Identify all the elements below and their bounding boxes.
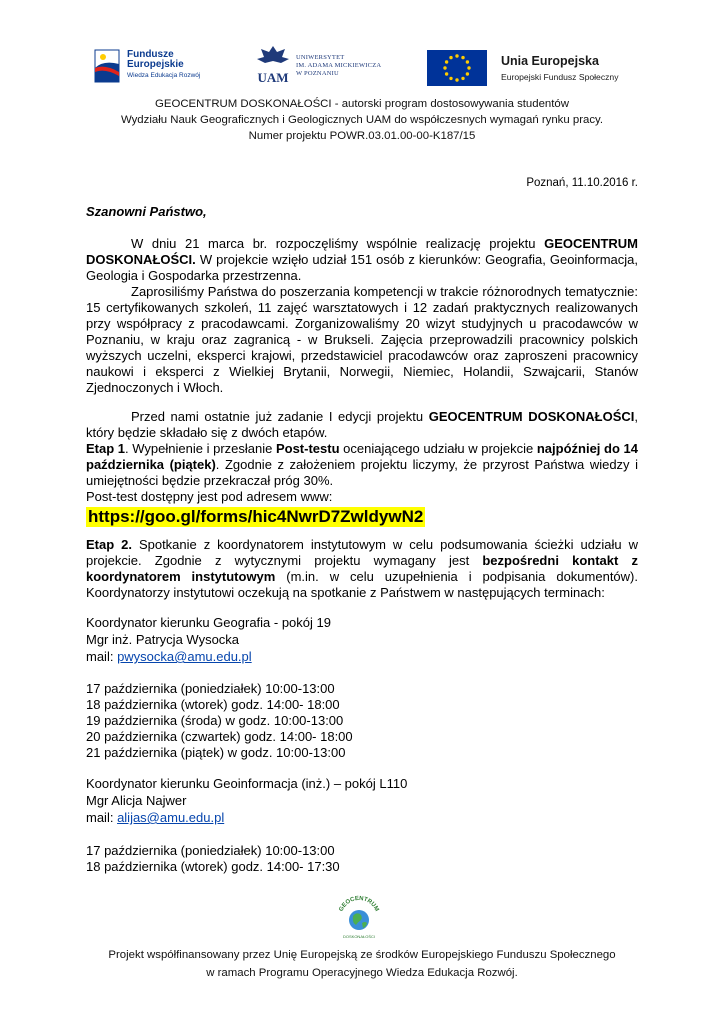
fe-subtitle: Wiedza Edukacja Rozwój	[127, 72, 201, 79]
etap2-text-c: (m.in. w celu uzupełnienia i podpisania dokumentów). Koordynatorzy instytutowi oczekują na spotkanie z Państwem w następujących terminach:	[86, 569, 638, 600]
paragraph-3	[86, 409, 638, 441]
p1-text-a: W dniu 21 marca br. rozpoczęliśmy wspólnie realizację projektu	[131, 236, 545, 251]
coord2-email-link[interactable]: alijas@amu.edu.pl	[117, 810, 225, 825]
p1-text-c: W projekcie wzięło udział 151 osób z kierunków: Geografia, Geoinformacja, Geologia i Gospodarka przestrzenna.	[86, 252, 638, 283]
etap1-text-e: . Zgodnie z założeniem projektu liczymy, że przyrost Państwa wiedzy i umiejętności będzie przekraczał próg 30%.	[86, 457, 638, 488]
geocentrum-logo-text-top: GEOCENTRUM	[338, 895, 380, 913]
document-header	[0, 96, 724, 144]
etap1-text-c: oceniającego udziału w projekcie	[339, 441, 537, 456]
uam-name-line3: W POZNANIU	[296, 70, 339, 77]
uam-name-line1: UNIWERSYTET	[296, 54, 345, 61]
header-line1: GEOCENTRUM DOSKONAŁOŚCI - autorski program dostosowywania studentów	[155, 98, 569, 110]
coord2-mail-label: mail:	[86, 810, 118, 825]
header-line2: Wydziału Nauk Geograficznych i Geologicznych UAM do współczesnych wymagań rynku pracy.	[120, 114, 604, 126]
coord2-date-item: 17 października (poniedziałek) 10:00-13:00	[86, 843, 335, 858]
fundusze-europejskie-logo	[93, 46, 215, 86]
paragraph-2: Zaprosiliśmy Państwa do poszerzania kompetencji w trakcie różnorodnych tematycznie: 15 certyfikowanych szkoleń, 11 zajęć warsztatowych i 12 zadań praktycznych realizowanych przy współpracy z pracodawcami. Zorganizowaliśmy 20 wizyt studyjnych u pracodawców w Poznaniu, w kraju oraz zagranicą - w Brukseli. Zajęcia przeprowadzili pracownicy polskich wyższych uczelni, eksperci krajowi, przedstawiciel pracodawców oraz zaproszeni pracownicy naukowi i eksperci z Wielkiej Brytanii, Norwegii, Niemiec, Holandii, Szwajcarii, Stanów Zjednoczonych i Włoch.	[86, 284, 638, 395]
p3-project-name: GEOCENTRUM DOSKONAŁOŚCI	[428, 409, 635, 424]
fundusze-europejskie-title	[127, 50, 184, 70]
letter-date: Poznań, 11.10.2016 r.	[526, 177, 638, 189]
paragraph-intro	[86, 236, 638, 396]
coord2-name: Mgr Alicja Najwer	[86, 793, 187, 808]
paragraph-1	[86, 236, 638, 284]
eu-flag-icon	[427, 50, 487, 86]
etap1-post-test: Post-testu	[275, 441, 340, 456]
p3-text-c: , który będzie składało się z dwóch etapów.	[86, 409, 639, 440]
eu-subtitle: Europejski Fundusz Społeczny	[501, 72, 619, 82]
header-line3: Numer projektu POWR.03.01.00-00-K187/15	[248, 130, 476, 142]
coord1-mail-line	[86, 649, 252, 665]
uam-crest-text: UAM	[257, 70, 289, 85]
logo-bar	[0, 40, 724, 96]
p1-project-name: GEOCENTRUM DOSKONAŁOŚCI.	[86, 236, 638, 267]
uam-logo	[254, 44, 394, 86]
post-test-url-link[interactable]: https://goo.gl/forms/hic4NwrD7ZwldywN2	[88, 507, 424, 526]
unia-europejska-logo	[427, 46, 637, 86]
fe-title-line1: Fundusze	[127, 49, 174, 60]
greeting: Szanowni Państwo,	[86, 204, 207, 219]
geocentrum-globe-icon	[332, 892, 386, 940]
paragraph-stages	[86, 409, 638, 527]
coord1-date-item: 21 października (piątek) w godz. 10:00-13:00	[86, 745, 346, 760]
etap1-post-test-address: Post-test dostępny jest pod adresem www:	[86, 489, 333, 504]
coord1-date-item: 18 października (wtorek) godz. 14:00- 18:00	[86, 697, 340, 712]
coord1-date-item: 17 października (poniedziałek) 10:00-13:00	[86, 681, 335, 696]
coord2-mail-line	[86, 810, 224, 826]
uam-name-line2: IM. ADAMA MICKIEWICZA	[296, 62, 382, 69]
etap1-text-a: . Wypełnienie i przesłanie	[125, 441, 276, 456]
geocentrum-logo-text-bottom: DOSKONAŁOŚCI	[342, 934, 376, 939]
footer-line2: w ramach Programu Operacyjnego Wiedza Edukacja Rozwój.	[206, 967, 518, 979]
coord1-mail-label: mail:	[86, 649, 118, 664]
etap2-direct-contact: bezpośredni kontakt z koordynatorem instytutowym	[86, 553, 638, 584]
eu-title: Unia Europejska	[501, 54, 599, 68]
etap1-label: Etap 1	[86, 441, 126, 456]
fe-title-line2: Europejskie	[127, 59, 184, 70]
etap2-paragraph	[86, 537, 638, 601]
uam-eagle-icon	[254, 44, 292, 86]
etap2-text-a: Spotkanie z koordynatorem instytutowym w celu podsumowania ścieżki udziału w projekcie. Zgodnie z wytycznymi projektu wymagany jest	[86, 537, 639, 568]
etap2-label: Etap 2.	[86, 537, 132, 552]
coord2-date-item: 18 października (wtorek) godz. 14:00- 17:30	[86, 859, 340, 874]
footer-line1: Projekt współfinansowany przez Unię Europejską ze środków Europejskiego Funduszu Społecznego	[108, 949, 616, 961]
coord1-title: Koordynator kierunku Geografia - pokój 19	[86, 615, 331, 630]
etap1-deadline: najpóźniej do 14 października (piątek)	[86, 441, 638, 472]
coord1-date-item: 19 października (środa) w godz. 10:00-13:00	[86, 713, 344, 728]
coord2-title: Koordynator kierunku Geoinformacja (inż.) – pokój L110	[86, 776, 408, 791]
paragraph-etap2	[86, 537, 638, 601]
coord1-email-link[interactable]: pwysocka@amu.edu.pl	[117, 649, 252, 664]
uam-name	[296, 54, 381, 78]
document-footer	[0, 946, 724, 982]
etap1-paragraph	[86, 441, 638, 489]
coord1-date-item: 20 października (czwartek) godz. 14:00- 18:00	[86, 729, 353, 744]
p3-text-a: Przed nami ostatnie już zadanie I edycji projektu	[131, 409, 429, 424]
fundusze-europejskie-flag-icon	[93, 46, 121, 86]
coord1-name: Mgr inż. Patrycja Wysocka	[86, 632, 240, 647]
